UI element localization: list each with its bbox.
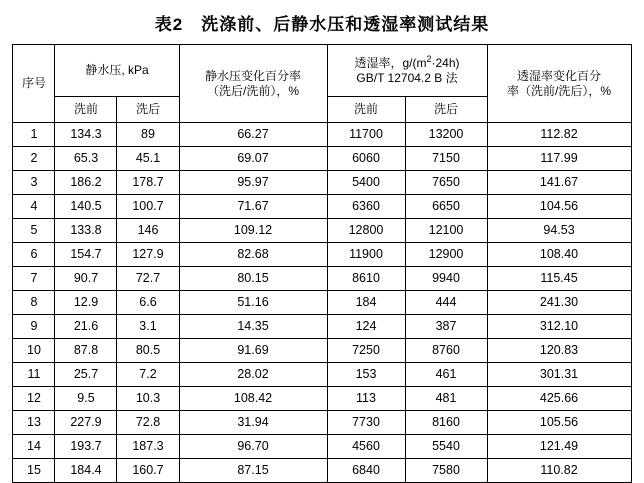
cell-mvtr-pre: 6060 bbox=[327, 147, 405, 171]
header-hydrostatic-change bbox=[179, 45, 327, 123]
cell-hydrostatic-pre: 154.7 bbox=[55, 243, 117, 267]
cell-mvtr-post: 5540 bbox=[405, 435, 487, 459]
table-row bbox=[13, 219, 631, 243]
cell-hydrostatic-pre: 186.2 bbox=[55, 171, 117, 195]
cell-mvtr-post: 7150 bbox=[405, 147, 487, 171]
cell-mvtr-pre: 153 bbox=[327, 363, 405, 387]
cell-hydrostatic-pre: 90.7 bbox=[55, 267, 117, 291]
header-mvtr-change-line2: 率（洗前/洗后），% bbox=[507, 83, 612, 98]
table-row bbox=[13, 459, 631, 483]
cell-hydrostatic-post: 178.7 bbox=[117, 171, 179, 195]
cell-seq: 6 bbox=[13, 243, 55, 267]
cell-hydrostatic-pct: 80.15 bbox=[179, 267, 327, 291]
cell-hydrostatic-pre: 21.6 bbox=[55, 315, 117, 339]
header-row-top bbox=[13, 45, 631, 97]
cell-hydrostatic-pre: 140.5 bbox=[55, 195, 117, 219]
cell-hydrostatic-pre: 134.3 bbox=[55, 123, 117, 147]
cell-mvtr-pre: 6360 bbox=[327, 195, 405, 219]
cell-hydrostatic-post: 89 bbox=[117, 123, 179, 147]
table-caption: 表2 洗涤前、后静水压和透湿率测试结果 bbox=[154, 15, 490, 34]
cell-mvtr-pct: 141.67 bbox=[487, 171, 631, 195]
cell-seq: 7 bbox=[13, 267, 55, 291]
cell-hydrostatic-pct: 96.70 bbox=[179, 435, 327, 459]
table-row bbox=[13, 147, 631, 171]
cell-seq: 3 bbox=[13, 171, 55, 195]
cell-hydrostatic-pre: 133.8 bbox=[55, 219, 117, 243]
cell-hydrostatic-pct: 28.02 bbox=[179, 363, 327, 387]
cell-mvtr-pre: 12800 bbox=[327, 219, 405, 243]
header-mvtr-standard: GB/T 12704.2 B 法 bbox=[356, 70, 458, 85]
cell-mvtr-pct: 108.40 bbox=[487, 243, 631, 267]
cell-seq: 12 bbox=[13, 387, 55, 411]
table-row bbox=[13, 339, 631, 363]
cell-hydrostatic-post: 146 bbox=[117, 219, 179, 243]
header-hydrostatic-change-line2: （洗后/洗前），% bbox=[206, 83, 299, 98]
table-row bbox=[13, 291, 631, 315]
cell-mvtr-pct: 117.99 bbox=[487, 147, 631, 171]
table-row bbox=[13, 267, 631, 291]
table-row bbox=[13, 123, 631, 147]
header-mvtr-unit-sup: 2 bbox=[426, 53, 432, 64]
table-row bbox=[13, 195, 631, 219]
cell-mvtr-pct: 425.66 bbox=[487, 387, 631, 411]
cell-mvtr-pre: 6840 bbox=[327, 459, 405, 483]
cell-mvtr-pre: 11700 bbox=[327, 123, 405, 147]
cell-mvtr-pct: 312.10 bbox=[487, 315, 631, 339]
cell-hydrostatic-post: 160.7 bbox=[117, 459, 179, 483]
cell-mvtr-post: 387 bbox=[405, 315, 487, 339]
cell-mvtr-post: 6650 bbox=[405, 195, 487, 219]
cell-mvtr-post: 444 bbox=[405, 291, 487, 315]
cell-seq: 15 bbox=[13, 459, 55, 483]
header-hydrostatic-pre: 洗前 bbox=[55, 97, 117, 123]
cell-seq: 9 bbox=[13, 315, 55, 339]
cell-mvtr-pct: 105.56 bbox=[487, 411, 631, 435]
cell-hydrostatic-pre: 12.9 bbox=[55, 291, 117, 315]
cell-mvtr-post: 12100 bbox=[405, 219, 487, 243]
cell-mvtr-pct: 121.49 bbox=[487, 435, 631, 459]
cell-seq: 2 bbox=[13, 147, 55, 171]
cell-hydrostatic-pre: 227.9 bbox=[55, 411, 117, 435]
cell-mvtr-pct: 112.82 bbox=[487, 123, 631, 147]
table-body bbox=[13, 123, 631, 483]
cell-mvtr-post: 13200 bbox=[405, 123, 487, 147]
cell-mvtr-pre: 4560 bbox=[327, 435, 405, 459]
table-row bbox=[13, 363, 631, 387]
cell-mvtr-pre: 124 bbox=[327, 315, 405, 339]
header-hydrostatic-post: 洗后 bbox=[117, 97, 179, 123]
cell-mvtr-pre: 7730 bbox=[327, 411, 405, 435]
cell-hydrostatic-post: 100.7 bbox=[117, 195, 179, 219]
table-header bbox=[13, 45, 631, 123]
cell-mvtr-pct: 104.56 bbox=[487, 195, 631, 219]
cell-mvtr-post: 461 bbox=[405, 363, 487, 387]
cell-seq: 11 bbox=[13, 363, 55, 387]
cell-hydrostatic-post: 3.1 bbox=[117, 315, 179, 339]
cell-hydrostatic-post: 72.7 bbox=[117, 267, 179, 291]
header-mvtr-post: 洗后 bbox=[405, 97, 487, 123]
cell-mvtr-post: 12900 bbox=[405, 243, 487, 267]
table-row bbox=[13, 171, 631, 195]
table-row bbox=[13, 435, 631, 459]
cell-mvtr-pct: 120.83 bbox=[487, 339, 631, 363]
header-mvtr-change bbox=[487, 45, 631, 123]
cell-hydrostatic-pre: 193.7 bbox=[55, 435, 117, 459]
cell-mvtr-pre: 113 bbox=[327, 387, 405, 411]
cell-hydrostatic-pct: 109.12 bbox=[179, 219, 327, 243]
cell-hydrostatic-post: 80.5 bbox=[117, 339, 179, 363]
cell-mvtr-pct: 115.45 bbox=[487, 267, 631, 291]
cell-seq: 10 bbox=[13, 339, 55, 363]
cell-hydrostatic-post: 6.6 bbox=[117, 291, 179, 315]
cell-hydrostatic-pre: 25.7 bbox=[55, 363, 117, 387]
cell-hydrostatic-pct: 87.15 bbox=[179, 459, 327, 483]
cell-mvtr-pct: 301.31 bbox=[487, 363, 631, 387]
cell-mvtr-pct: 110.82 bbox=[487, 459, 631, 483]
cell-hydrostatic-pct: 71.67 bbox=[179, 195, 327, 219]
cell-hydrostatic-pct: 95.97 bbox=[179, 171, 327, 195]
cell-seq: 4 bbox=[13, 195, 55, 219]
cell-seq: 13 bbox=[13, 411, 55, 435]
header-hydrostatic-group: 静水压, kPa bbox=[55, 45, 179, 97]
cell-mvtr-pre: 184 bbox=[327, 291, 405, 315]
table-row bbox=[13, 411, 631, 435]
cell-mvtr-pre: 11900 bbox=[327, 243, 405, 267]
cell-mvtr-post: 8160 bbox=[405, 411, 487, 435]
cell-hydrostatic-pct: 69.07 bbox=[179, 147, 327, 171]
cell-mvtr-pre: 5400 bbox=[327, 171, 405, 195]
cell-mvtr-pre: 8610 bbox=[327, 267, 405, 291]
header-mvtr-change-line1: 透湿率变化百分 bbox=[517, 68, 602, 83]
header-mvtr-group-line1 bbox=[330, 53, 485, 71]
cell-hydrostatic-post: 10.3 bbox=[117, 387, 179, 411]
cell-mvtr-pct: 94.53 bbox=[487, 219, 631, 243]
header-hydrostatic-change-line1: 静水压变化百分率 bbox=[204, 68, 301, 83]
cell-hydrostatic-post: 187.3 bbox=[117, 435, 179, 459]
cell-seq: 14 bbox=[13, 435, 55, 459]
cell-seq: 8 bbox=[13, 291, 55, 315]
cell-mvtr-pre: 7250 bbox=[327, 339, 405, 363]
cell-hydrostatic-pre: 65.3 bbox=[55, 147, 117, 171]
cell-mvtr-post: 7580 bbox=[405, 459, 487, 483]
header-seq: 序号 bbox=[13, 45, 55, 123]
table-row bbox=[13, 315, 631, 339]
cell-hydrostatic-pre: 9.5 bbox=[55, 387, 117, 411]
cell-mvtr-pct: 241.30 bbox=[487, 291, 631, 315]
cell-mvtr-post: 9940 bbox=[405, 267, 487, 291]
cell-hydrostatic-pct: 108.42 bbox=[179, 387, 327, 411]
results-table bbox=[12, 44, 631, 483]
cell-hydrostatic-pre: 87.8 bbox=[55, 339, 117, 363]
cell-mvtr-post: 8760 bbox=[405, 339, 487, 363]
cell-hydrostatic-pct: 91.69 bbox=[179, 339, 327, 363]
cell-hydrostatic-post: 127.9 bbox=[117, 243, 179, 267]
cell-hydrostatic-pct: 31.94 bbox=[179, 411, 327, 435]
cell-mvtr-post: 7650 bbox=[405, 171, 487, 195]
cell-hydrostatic-pct: 51.16 bbox=[179, 291, 327, 315]
cell-hydrostatic-pre: 184.4 bbox=[55, 459, 117, 483]
cell-seq: 1 bbox=[13, 123, 55, 147]
header-mvtr-unit-prefix: 透湿率，g/(m bbox=[354, 55, 427, 70]
table-row bbox=[13, 243, 631, 267]
cell-hydrostatic-pct: 82.68 bbox=[179, 243, 327, 267]
cell-mvtr-post: 481 bbox=[405, 387, 487, 411]
cell-hydrostatic-post: 72.8 bbox=[117, 411, 179, 435]
header-mvtr-pre: 洗前 bbox=[327, 97, 405, 123]
header-mvtr-group bbox=[327, 45, 487, 97]
table-row bbox=[13, 387, 631, 411]
cell-hydrostatic-post: 7.2 bbox=[117, 363, 179, 387]
cell-hydrostatic-pct: 14.35 bbox=[179, 315, 327, 339]
cell-hydrostatic-post: 45.1 bbox=[117, 147, 179, 171]
header-mvtr-unit-suffix: ·24h) bbox=[431, 55, 460, 70]
cell-seq: 5 bbox=[13, 219, 55, 243]
cell-hydrostatic-pct: 66.27 bbox=[179, 123, 327, 147]
